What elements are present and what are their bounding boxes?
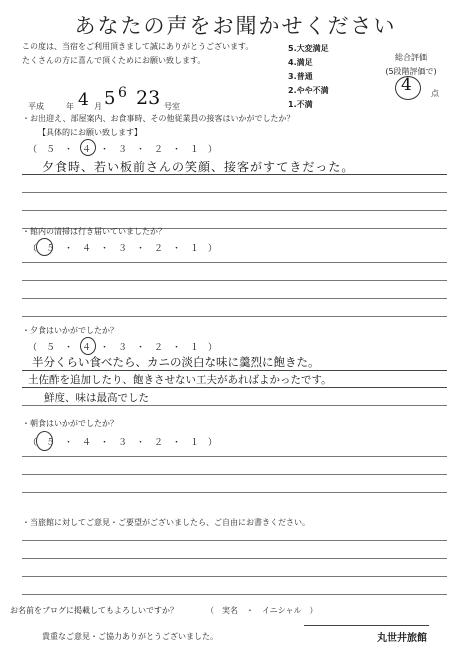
question-4-selected-circle — [36, 431, 53, 451]
question-1: ・お出迎え、部屋案内、お食事時、その他従業員の接客はいかがでしたか？ — [22, 114, 295, 123]
scale-legend-5: 5.大変満足 — [288, 44, 329, 53]
answer-line — [22, 192, 447, 193]
answer-line — [22, 492, 447, 493]
date-room: 23 — [136, 87, 161, 109]
question-1-sub: 【具体的にお願い致します】 — [38, 128, 142, 137]
ryokan-name: 丸世井旅館 — [377, 633, 427, 644]
question-2: ・館内の清掃は行き届いていましたか？ — [22, 227, 166, 236]
answer-line — [22, 540, 447, 541]
answer-line — [22, 174, 447, 175]
date-month-unit: 月 — [94, 102, 102, 111]
answer-line — [22, 474, 447, 475]
answer-line — [22, 594, 447, 595]
overall-rating-unit: 点 — [431, 89, 439, 98]
intro-line-2: たくさんの方に喜んで頂くためにお願い致します。 — [22, 56, 206, 65]
answer-line — [22, 262, 447, 263]
question-5: ・当旅館に対してご意見・ご要望がございましたら、ご自由にお書きください。 — [22, 518, 310, 527]
answer-line — [22, 298, 447, 299]
scale-legend-3: 3.普通 — [288, 72, 313, 81]
name-signature-line — [304, 625, 429, 626]
question-1-scale: （ ５ ・ ４ ・ ３ ・ ２ ・ １ ） — [28, 145, 218, 155]
scale-legend-2: 2.やや不満 — [288, 86, 329, 95]
answer-line — [22, 405, 447, 406]
scale-legend-1: 1.不満 — [288, 100, 313, 109]
date-room-suffix: 号室 — [164, 102, 180, 111]
intro-line-1: この度は、当宿をご利用頂きまして誠にありがとうございます。 — [22, 42, 254, 51]
blog-question: お名前をブログに掲載してもよろしいですか？ — [10, 606, 178, 615]
scale-legend-4: 4.満足 — [288, 58, 313, 67]
answer-line — [22, 576, 447, 577]
question-3-answer-1: 半分くらい食べたら、カニの淡白な味に羹烈に飽きた。 — [32, 355, 320, 369]
question-3: ・夕食はいかがでしたか？ — [22, 326, 118, 335]
date-month: 4 — [78, 90, 89, 110]
answer-line — [22, 387, 447, 388]
date-day-alt: 6 — [118, 85, 127, 101]
question-2-scale: （ ５ ・ ４ ・ ３ ・ ２ ・ １ ） — [28, 244, 218, 254]
page-title: あなたの声をお聞かせください — [74, 14, 397, 38]
question-4-scale: （ ５ ・ ４ ・ ３ ・ ２ ・ １ ） — [28, 438, 218, 448]
question-3-selected-circle — [80, 337, 96, 355]
thanks-message: 貴重なご意見・ご協力ありがとうございました。 — [42, 632, 218, 641]
question-2-selected-circle — [36, 238, 53, 256]
overall-rating — [372, 52, 450, 77]
question-3-answer-3: 鮮度、味は最高でした — [44, 392, 149, 404]
answer-line — [22, 370, 447, 371]
overall-rating-value: 4 — [401, 75, 412, 95]
question-3-answer-2: 土佐酢を追加したり、飽きさせない工夫があればよかったです。 — [28, 374, 332, 386]
overall-rating-label: 総合評価 — [395, 53, 427, 62]
answer-line — [22, 558, 447, 559]
question-3-scale: （ ５ ・ ４ ・ ３ ・ ２ ・ １ ） — [28, 343, 218, 353]
overall-rating-sub: (5段階評価で) — [385, 67, 437, 76]
date-day: 5 — [104, 88, 116, 109]
question-1-selected-circle — [80, 139, 96, 156]
question-1-answer-1: 夕食時、若い板前さんの笑顔、接客がすてきだった。 — [42, 160, 355, 174]
answer-line — [22, 280, 447, 281]
question-4: ・朝食はいかがでしたか？ — [22, 419, 118, 428]
date-year-unit: 年 — [66, 102, 74, 111]
answer-line — [22, 210, 447, 211]
blog-options: （ 実名 ・ イニシャル ） — [206, 606, 318, 615]
date-era: 平成 — [28, 102, 44, 111]
answer-line — [22, 316, 447, 317]
answer-line — [22, 456, 447, 457]
